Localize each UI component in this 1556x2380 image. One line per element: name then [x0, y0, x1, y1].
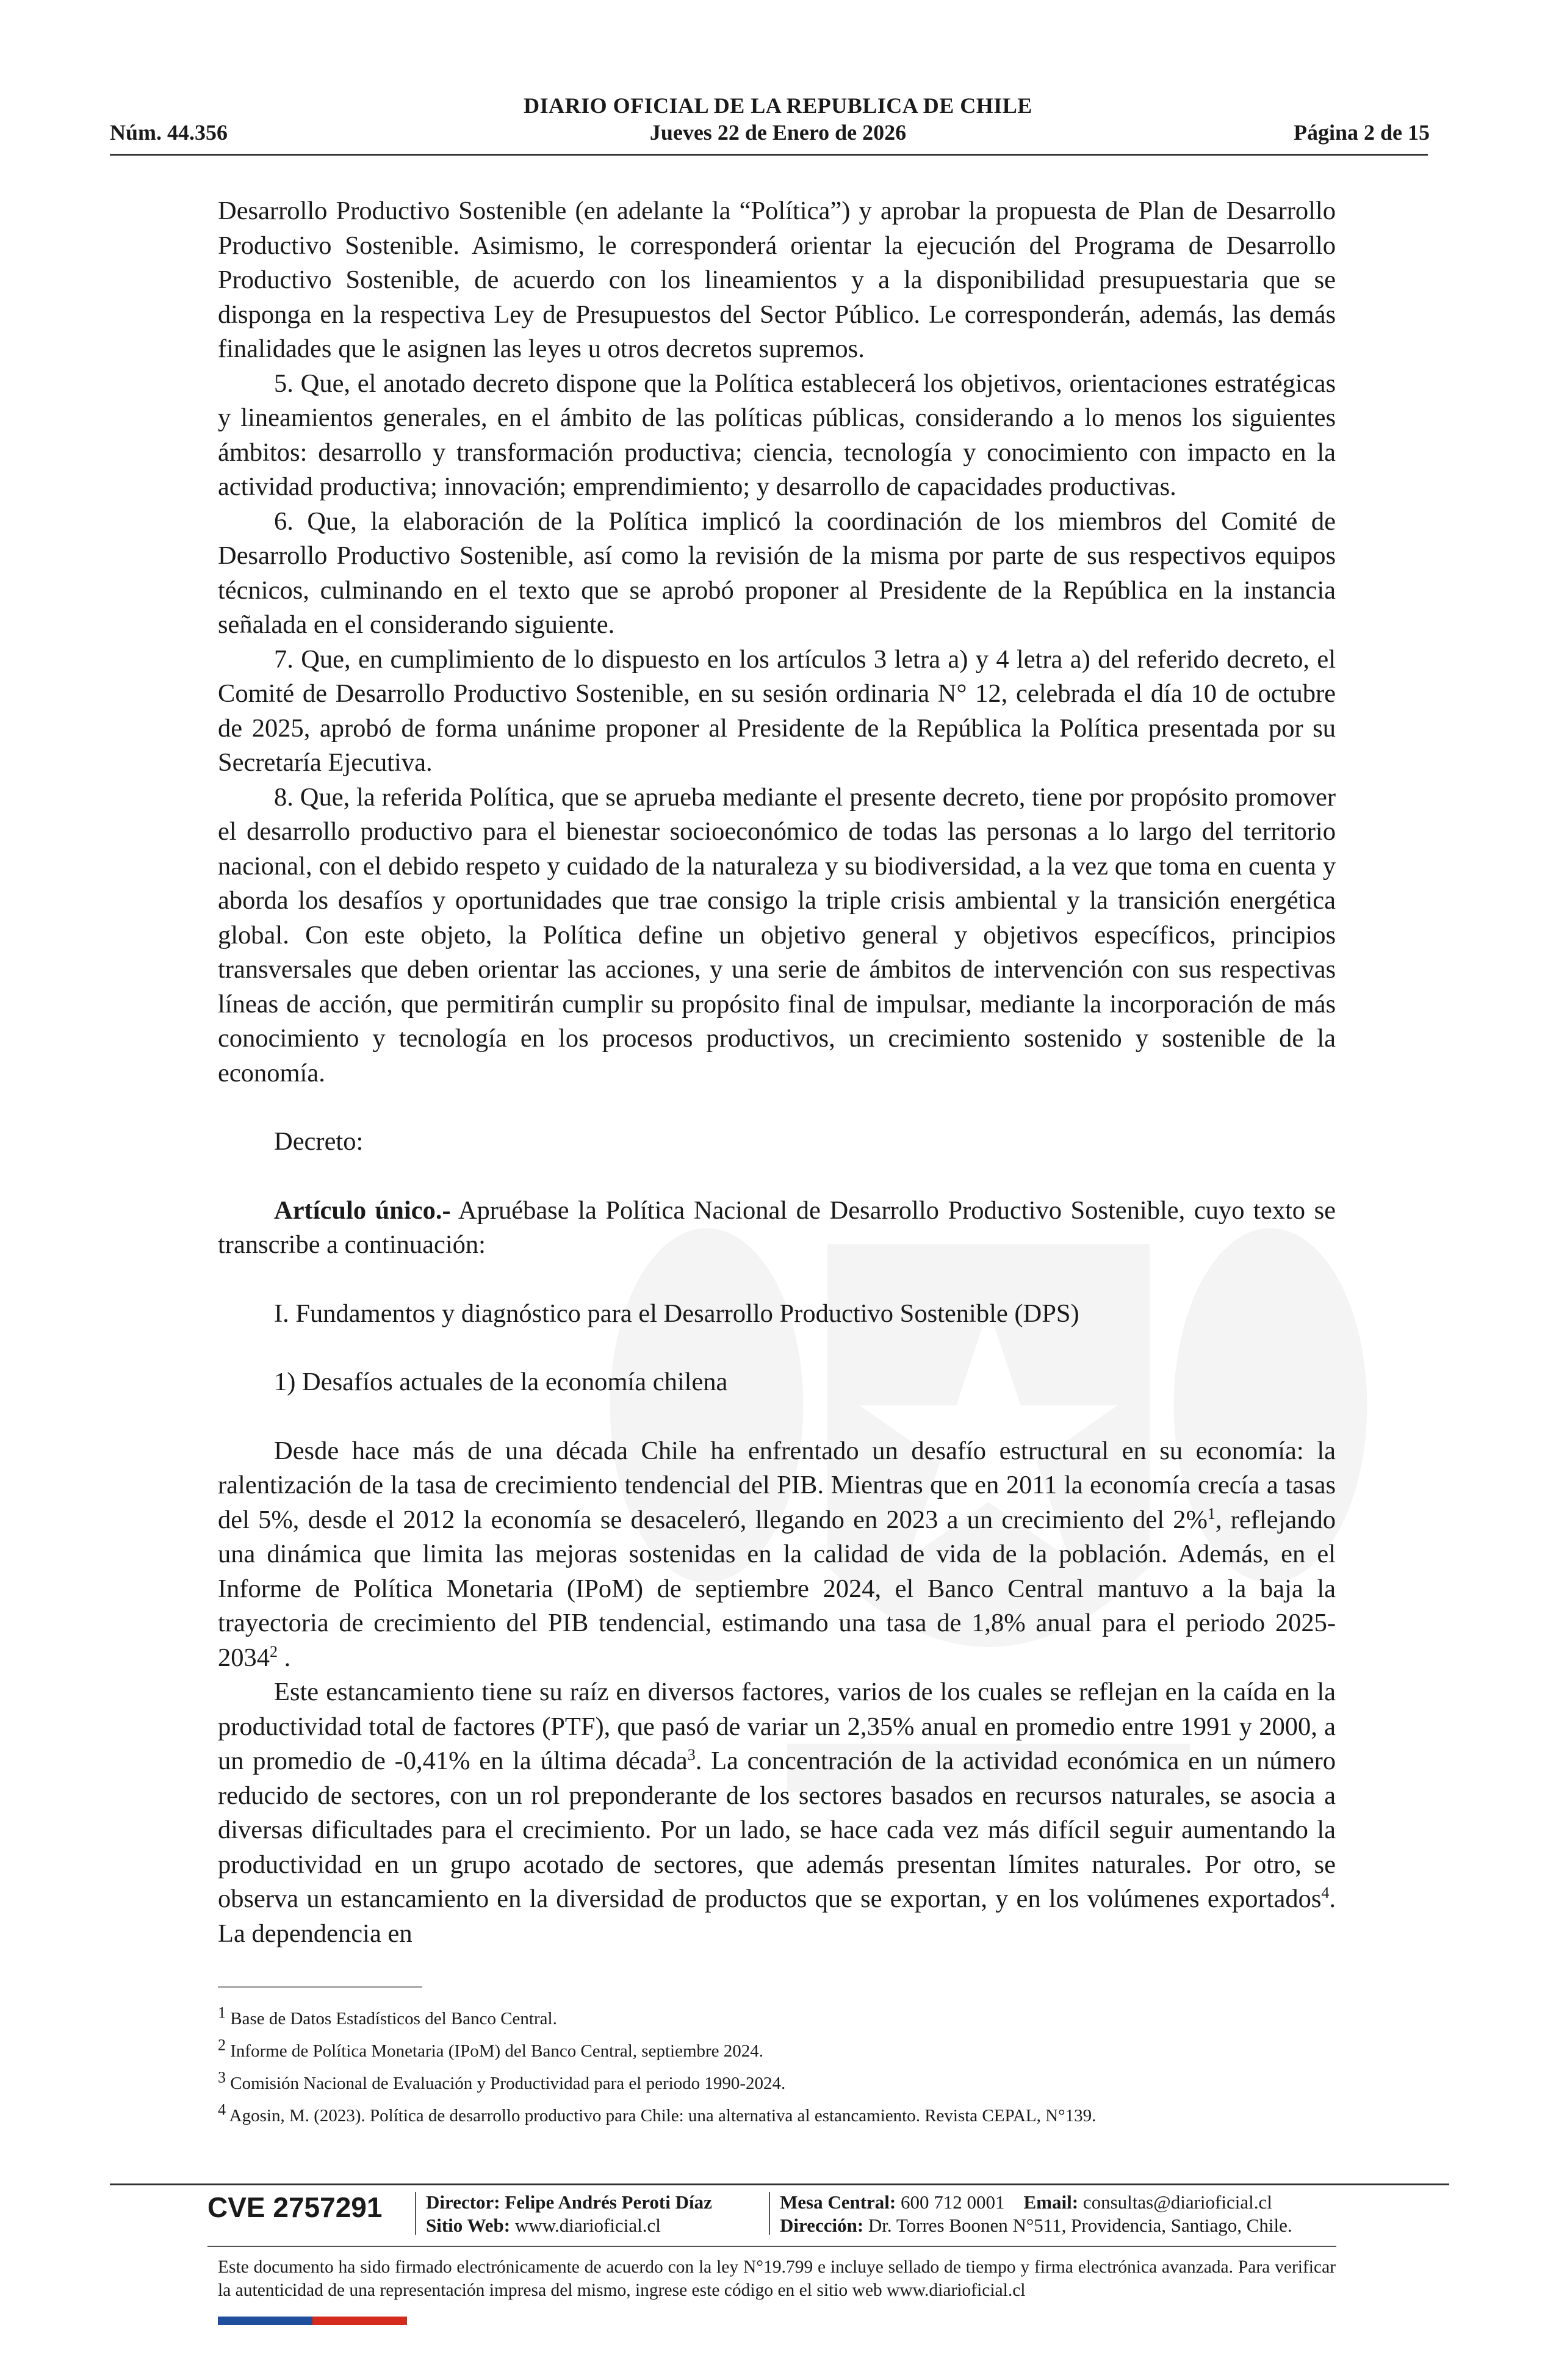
document-body — [218, 194, 1336, 1951]
footnote-1: $^1$ Base de Datos Estadísticos del Banco Central. — [218, 2003, 557, 2028]
issue-date: Jueves 22 de Enero de 2026 — [649, 120, 907, 145]
paragraph-6: 6. Que, la elaboración de la Política implicó la coordinación de los miembros del Comité de Desarrollo Productivo Sostenible, así como la revisión de la misma por parte de sus respectivos equipos técnicos, culminando en el texto que se aprobó proponer al Presidente de la República en la instancia señalada en el considerando siguiente. — [218, 507, 1336, 639]
paragraph-economy: Desde hace más de una década Chile ha enfrentado un desafío estructural en su economía: la ralentización de la tasa de crecimiento tendencial del PIB. Mientras que en 2011 la economía crecía a tasas del 5%, desde el 2012 la economía se desaceleró, llegando en 2023 a un crecimiento del 2%$^1$, reflejando una dinámica que limita las mejoras sostenidas en la calidad de vida de la población. Además, en el Informe de Política Monetaria (IPoM) de septiembre 2024, el Banco Central mantuvo a la baja la trayectoria de crecimiento del PIB tendencial, estimando una tasa de 1,8% anual para el periodo 2025-2034$^2$ . — [218, 1436, 1336, 1672]
footer-divider — [110, 2183, 1449, 2185]
website-link[interactable]: www.diarioficial.cl — [514, 2215, 661, 2236]
paragraph-7: 7. Que, en cumplimiento de lo dispuesto en los artículos 3 letra a) y 4 letra a) del referido decreto, el Comité de Desarrollo Productivo Sostenible, en su sesión ordinaria N° 12, celebrada el día 10 de octubre de 2025, aprobó de forma unánime proponer al Presidente de la República la Política presentada por su Secretaría Ejecutiva. — [218, 644, 1336, 777]
legal-notice: Este documento ha sido firmado electrónicamente de acuerdo con la ley N°19.799 e incluye sellado de tiempo y firma electrónica avanzada. Para verificar la autenticidad de una representación impresa del mismo, ingrese este código en el sitio web www.diarioficial.cl — [218, 2257, 1336, 2300]
articulo-label: Artículo único.- — [274, 1195, 451, 1225]
articulo-unico — [218, 1194, 1336, 1263]
footnote-ref-4[interactable]: 4 — [1321, 1883, 1330, 1902]
section-heading: I. Fundamentos y diagnóstico para el Desarrollo Productivo Sostenible (DPS) — [274, 1299, 1079, 1328]
flag-stripe-red — [312, 2317, 407, 2325]
footnote-ref-2[interactable]: 2 — [270, 1642, 278, 1661]
footer-divider-2 — [207, 2246, 1336, 2247]
paragraph-5: 5. Que, el anotado decreto dispone que la Política establecerá los objetivos, orientaciones estratégicas y lineamientos generales, en el ámbito de las políticas públicas, considerando a lo menos los siguientes ámbitos: desarrollo y transformación productiva; ciencia, tecnología y conocimiento con impacto en la actividad productiva; innovación; emprendimiento; y desarrollo de capacidades productivas. — [218, 369, 1336, 501]
footnote-3: $^3$ Comisión Nacional de Evaluación y Productividad para el periodo 1990-2024. — [218, 2068, 786, 2093]
footnote-ref-3[interactable]: 3 — [687, 1745, 696, 1764]
footer-separator — [769, 2192, 770, 2235]
articulo-text: Apruébase la Política Nacional de Desarrollo Productivo Sostenible, cuyo texto se transcribe a continuación: — [218, 1195, 1336, 1259]
subsection-heading: 1) Desafíos actuales de la economía chilena — [274, 1368, 728, 1396]
paragraph-stagnation: Este estancamiento tiene su raíz en diversos factores, varios de los cuales se reflejan en la caída en la productividad total de factores (PTF), que pasó de variar un 2,35% anual en promedio entre 1991 y 2000, a un promedio de -0,41% en la última década$^3$. La concentración de la actividad económica en un número reducido de sectores, con un rol preponderante de los sectores basados en recursos naturales, se asocia a diversas dificultades para el crecimiento. Por un lado, se hace cada vez más difícil seguir aumentando la productividad en un grupo acotado de sectores, que además presentan límites naturales. Por otro, se observa un estancamiento en la diversidad de productos que se exportan, y en los volúmenes exportados$^4$. La dependencia en — [218, 1678, 1336, 1948]
flag-stripe-blue — [218, 2317, 312, 2325]
footnote-divider — [218, 1986, 422, 1988]
page-number: Página 2 de 15 — [1293, 120, 1430, 145]
footer-separator — [415, 2192, 416, 2235]
director-info: Director: Felipe Andrés Peroti Díaz Sitio Web: www.diarioficial.cl — [426, 2191, 712, 2236]
footnote-4: $^4$ Agosin, M. (2023). Política de desarrollo productivo para Chile: una alternativa al estancamiento. Revista CEPAL, N°139. — [218, 2101, 1097, 2126]
cve-code: CVE 2757291 — [207, 2191, 383, 2223]
issue-number: Núm. 44.356 — [110, 120, 228, 145]
publication-title: DIARIO OFICIAL DE LA REPUBLICA DE CHILE — [524, 93, 1032, 118]
footnote-ref-1[interactable]: 1 — [1207, 1504, 1216, 1523]
header-divider — [110, 154, 1428, 156]
paragraph-continuation: Desarrollo Productivo Sostenible (en adelante la “Política”) y aprobar la propuesta de Plan de Desarrollo Productivo Sostenible. Asimismo, le corresponderá orientar la ejecución del Programa de Desarrollo Productivo Sostenible, de acuerdo con los lineamientos y a la disponibilidad presupuestaria que se disponga en la respectiva Ley de Presupuestos del Sector Público. Le corresponderán, además, las demás finalidades que le asignen las leyes u otros decretos supremos. — [218, 197, 1336, 363]
paragraph-8: 8. Que, la referida Política, que se aprueba mediante el presente decreto, tiene por propósito promover el desarrollo productivo para el bienestar socioeconómico de todas las personas a lo largo del territorio nacional, con el debido respeto y cuidado de la naturaleza y su biodiversidad, a la vez que toma en cuenta y aborda los desafíos y oportunidades que trae consigo la triple crisis ambiental y la transición energética global. Con este objeto, la Política define un objetivo general y objetivos específicos, principios transversales que deben orientar las acciones, y una serie de ámbitos de intervención con sus respectivas líneas de acción, que permitirán cumplir su propósito final de impulsar, mediante la incorporación de más conocimiento y tecnología en los procesos productivos, un crecimiento sostenido y sostenible de la economía. — [218, 782, 1336, 1087]
contact-info: Mesa Central: 600 712 0001 Email: consultas@diarioficial.cl Dirección: Dr. Torres Boonen N°511, Providencia, Santiago, Chile. — [780, 2191, 1292, 2236]
footnotes — [218, 2003, 1377, 2132]
footnote-2: $^2$ Informe de Política Monetaria (IPoM) del Banco Central, septiembre 2024. — [218, 2036, 764, 2061]
email-link[interactable]: consultas@diarioficial.cl — [1082, 2191, 1272, 2213]
decreto-label: Decreto: — [274, 1127, 364, 1156]
